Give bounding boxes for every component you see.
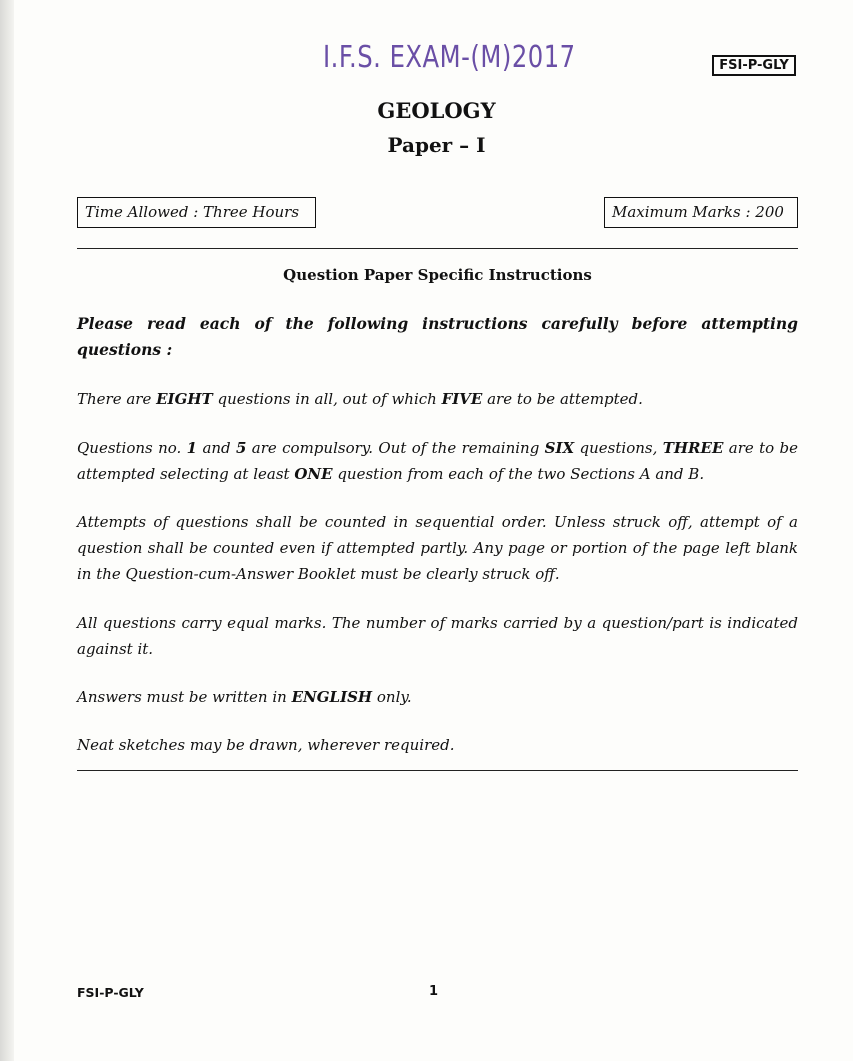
bottom-divider <box>77 770 798 771</box>
instructions-intro: Please read each of the following instructions carefully before attempting questions : <box>77 314 798 359</box>
instruction-sequential-order: Attempts of questions shall be counted in sequential order. Unless struck off, attempt of a question shall be counted even if attempted partly. Any page or portion of the page left blank in the Question-cum-Answer Booklet must be clearly struck off. <box>77 513 798 583</box>
instruction-question-count: There are EIGHT questions in all, out of which FIVE are to be attempted. <box>77 390 643 408</box>
instruction-sketches: Neat sketches may be drawn, wherever required. <box>77 736 455 754</box>
scanned-page-edge <box>0 0 14 1061</box>
exam-stamp: I.F.S. EXAM-(M)2017 <box>323 40 576 75</box>
instruction-language: Answers must be written in ENGLISH only. <box>77 688 412 706</box>
instruction-equal-marks: All questions carry equal marks. The number of marks carried by a question/part is indicated against it. <box>77 614 798 658</box>
subject-title: GEOLOGY <box>377 98 496 123</box>
top-divider <box>77 248 798 249</box>
instruction-compulsory: Questions no. 1 and 5 are compulsory. Out of the remaining SIX questions, THREE are to be attempted selecting at least ONE question from each of the two Sections A and B. <box>77 439 798 483</box>
time-allowed-box: Time Allowed : Three Hours <box>77 197 316 228</box>
footer-paper-code: FSI-P-GLY <box>77 985 144 1000</box>
paper-code-box: FSI-P-GLY <box>712 55 796 76</box>
maximum-marks-box: Maximum Marks : 200 <box>604 197 798 228</box>
paper-title: Paper – I <box>387 133 486 157</box>
page-number: 1 <box>429 984 439 999</box>
instructions-heading: Question Paper Specific Instructions <box>283 266 592 284</box>
